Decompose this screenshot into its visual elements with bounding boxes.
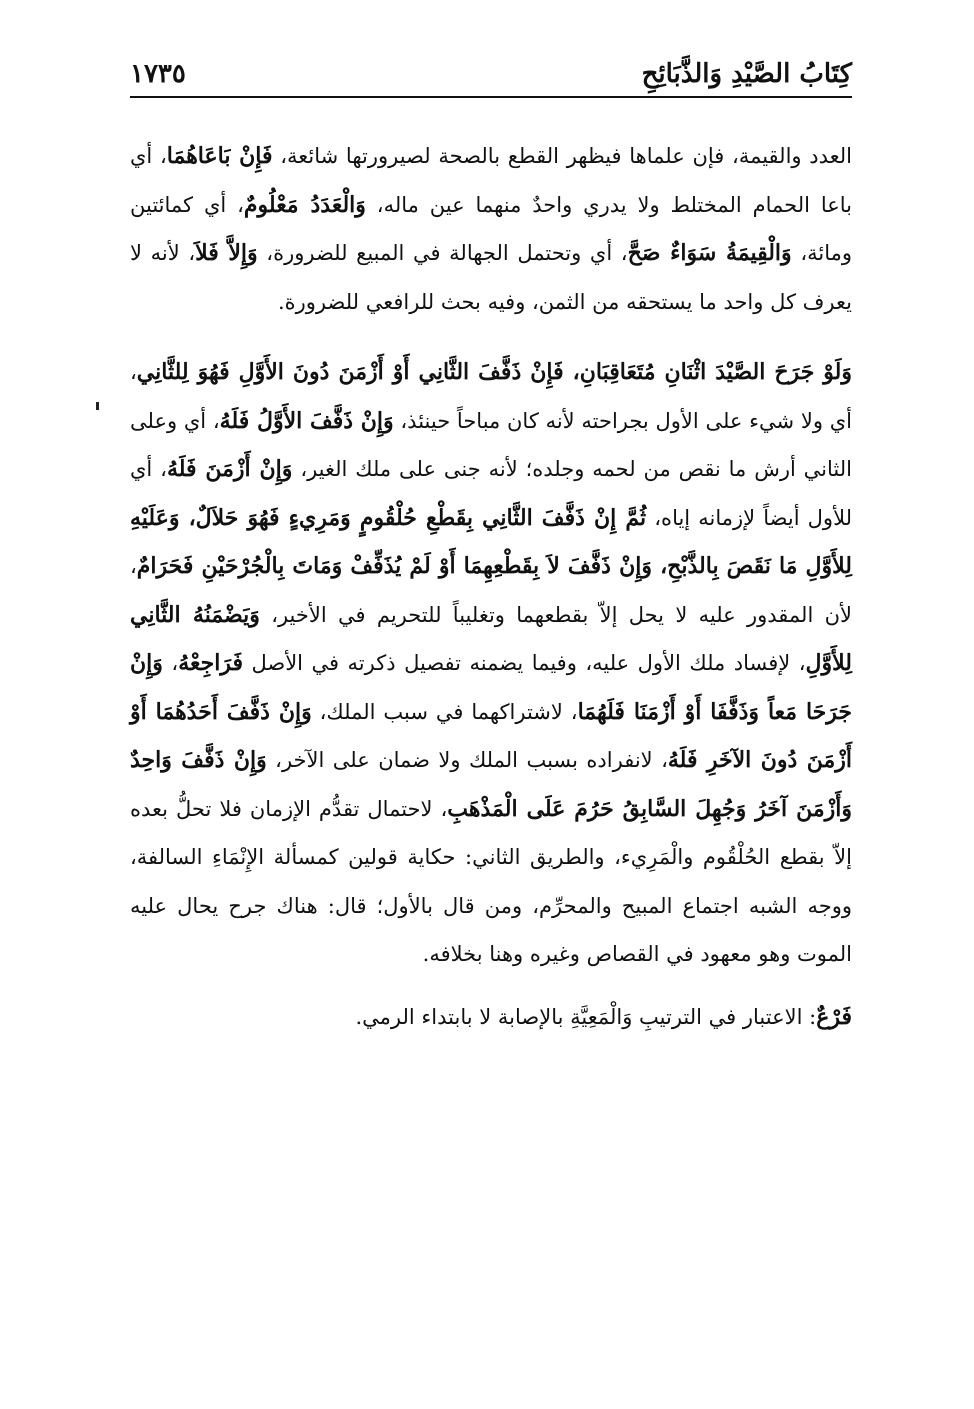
matn-text: فَرْعٌ: [816, 1003, 852, 1030]
matn-text: وَإِنْ ذَفَّفَ الأَوَّلُ فَلَهُ: [219, 407, 394, 434]
sharh-text: ، أي كمائتين ومائة،: [130, 192, 852, 265]
matn-text: وَإِنْ جَرَحَا مَعاً وَذَفَّفَا أَوْ أَزْمَنَا فَلَهُمَا: [130, 650, 852, 725]
sharh-text: ، لاحتمال تقدُّم الإزمان فلا تحلُّ بعده إلاّ بقطع الحُلْقُوم والْمَرِيء، والطريق الثاني: حكاية قولين كمسألة الإِنْمَاءِ السالفة، ووجه الشبه اجتماع المبيح والمحرِّم، ومن قال بالأول؛ قال: هناك جرح يحال عليه الموت وهو معهود في القصاص وغيره وهنا بخلافه.: [130, 796, 852, 966]
paragraph-1: [130, 132, 852, 326]
sharh-text: ، لانفراده بسبب الملك ولا ضمان على الآخر،: [266, 748, 668, 772]
matn-text: فَرَاجِعْهُ: [178, 650, 243, 676]
margin-mark: [96, 402, 99, 410]
sharh-text: ، لأن المقدور عليه لا يحل إلاّ بقطعهما وتغليباً للتحريم في الأخير،: [130, 554, 852, 627]
book-page: [130, 52, 852, 1041]
sharh-text: ، لإفساد ملك الأول عليه، وفيما يضمنه تفصيل ذكرته في الأصل: [242, 651, 806, 675]
matn-text: وَإِنْ ذَفَّفَ وَاحِدٌ وَأَزْمَنَ آخَرُ وَجُهِلَ السَّابِقُ حَرُمَ عَلَى الْمَذْهَبِ: [130, 747, 853, 822]
running-title: كِتَابُ الصَّيْدِ وَالذَّبَائِحِ: [641, 59, 852, 89]
matn-text: وَإِنْ أَزْمَنَ فَلَهُ: [166, 456, 293, 482]
sharh-text: ، لأنه لا يعرف كل واحد ما يستحقه من الثمن، وفيه بحث للرافعي للضرورة.: [130, 241, 852, 314]
matn-text: وَإِلاَّ فَلاَ: [195, 240, 258, 266]
matn-text: وَيَضْمَنُهُ الثَّانِي لِلأَوَّلِ: [130, 601, 852, 676]
matn-text: وَإِنْ ذَفَّفَ أَحَدُهُمَا أَوْ أَزْمَنَ دُونَ الآخَرِ فَلَهُ: [130, 698, 852, 773]
sharh-text: ، أي وتحتمل الجهالة في المبيع للضرورة،: [257, 241, 628, 265]
matn-text: فَإِنْ بَاعَاهُمَا: [166, 143, 273, 169]
sharh-text: ، أي باعا الحمام المختلط ولا يدري واحدٌ منهما عين ماله،: [130, 144, 853, 217]
paragraph-3: [130, 993, 852, 1042]
sharh-text: ، أي للأول أيضاً لإزمانه إياه،: [130, 457, 853, 530]
matn-text: وَلَوْ جَرَحَ الصَّيْدَ اثْنَانِ مُتَعَاقِبَانِ، فَإِنْ ذَفَّفَ الثَّانِي أَوْ أَزْمَنَ دُونَ الأَوَّلِ فَهُوَ لِلثَّانِي: [136, 359, 852, 385]
matn-text: وَالْعَدَدُ مَعْلُومٌ: [243, 191, 366, 218]
sharh-text: : الاعتبار في الترتيبِ وَالْمَعِيَّةِ بالإصابة لا بابتداء الرمي.: [355, 1004, 817, 1029]
page-header: [130, 52, 852, 98]
sharh-text: ، لاشتراكهما في سبب الملك،: [311, 699, 578, 724]
sharh-text: ، أي وعلى الثاني أرش ما نقص من لحمه وجلده؛ لأنه جنى على ملك الغير،: [130, 408, 852, 481]
matn-text: ثُمَّ إِنْ ذَفَّفَ الثَّانِي بِقَطْعِ حُلْقُومٍ وَمَرِيءٍ فَهُوَ حَلاَلٌ، وَعَلَيْهِ لِلأَوَّلِ مَا نَقَصَ بِالذَّبْحِ، وَإِنْ ذَفَّفَ لاَ بِقَطْعِهِمَا أَوْ لَمْ يُذَفِّفْ وَمَاتَ بِالْجُرْحَيْنِ فَحَرَامٌ: [130, 504, 852, 579]
sharh-text: ، أي ولا شيء على الأول بجراحته لأنه كان مباحاً حينئذ،: [130, 360, 853, 433]
sharh-text: ،: [162, 651, 179, 675]
sharh-text: العدد والقيمة، فإن علماها فيظهر القطع بالصحة لصيرورتها شائعة،: [272, 144, 852, 168]
page-number: ١٧٣٥: [130, 59, 186, 89]
paragraph-2: [130, 348, 852, 979]
matn-text: وَالْقِيمَةُ سَوَاءٌ صَحَّ: [627, 240, 792, 266]
